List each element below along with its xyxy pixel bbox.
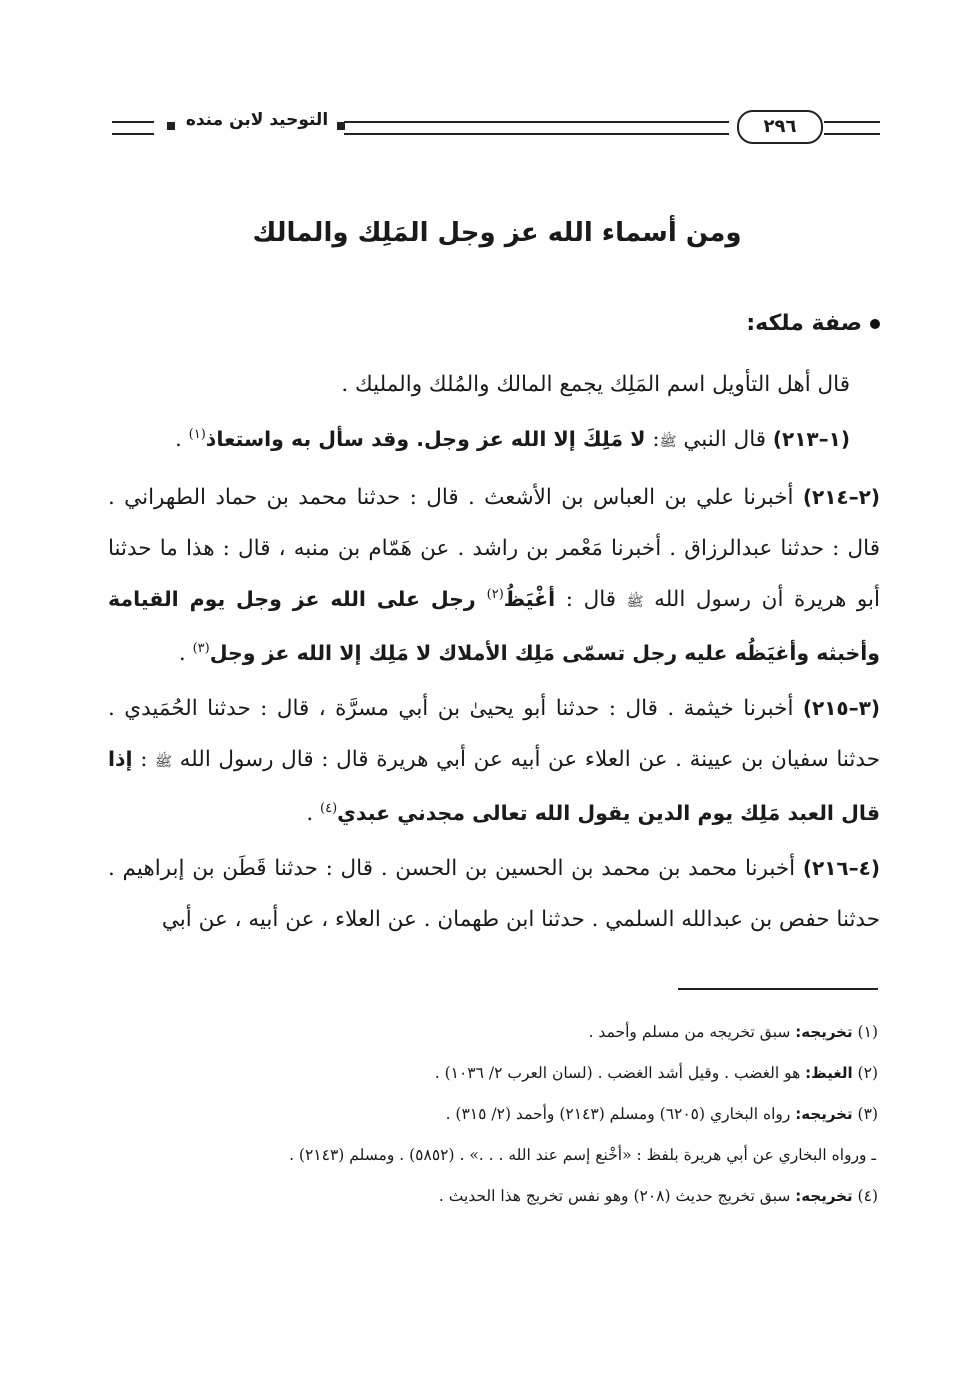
footnote-marker: (٢) (857, 1064, 878, 1082)
footnote-text: سبق تخريجه من مسلم وأحمد . (588, 1023, 796, 1041)
running-title: التوحيد لابن منده (185, 110, 329, 130)
footnote-marker: (١) (857, 1023, 878, 1041)
salutation-glyph: ﷺ (626, 594, 644, 610)
hadith-paragraph (108, 414, 880, 468)
footnote-label: الغيظ: (805, 1064, 853, 1082)
footnote-reference: (٣) (192, 640, 210, 656)
footnote-marker: (٣) (857, 1105, 878, 1123)
salutation-glyph: ﷺ (659, 434, 677, 450)
footnote-text: سبق تخريج حديث (٢٠٨) وهو نفس تخريج هذا الحديث . (438, 1187, 796, 1205)
footnote-separator (678, 988, 878, 990)
chapter-title: ومن أسماء الله عز وجل المَلِك والمالك (252, 218, 742, 248)
hadith-bold-text: رجل على الله عز وجل يوم القيامة وأخبثه وأغيَظُه عليه رجل تسمّى مَلِك الأملاك لا مَلِك إلا الله عز وجل (108, 587, 880, 665)
hadith-bold-text: إذا قال العبد مَلِك يوم الدين يقول الله تعالى مجدني عبدي (108, 747, 880, 825)
footnote-label: تخريجه: (795, 1187, 853, 1205)
footnote-text: ـ ورواه البخاري عن أبي هريرة بلفظ : «أخْنع إسم عند الله . . .» . (٥٨٥٢) . ومسلم (٢١٤٣) . (289, 1146, 876, 1164)
section-heading (108, 298, 880, 349)
hadith-paragraph (108, 843, 880, 945)
hadith-paragraph (108, 683, 880, 839)
footnote-reference: (٤) (320, 800, 338, 816)
footnotes (112, 1012, 878, 1217)
hadith-text: . (174, 427, 189, 452)
hadith-text: قال النبي (676, 427, 773, 452)
footnote-continuation (112, 1135, 878, 1176)
footnote-text: رواه البخاري (٦٢٠٥) ومسلم (٢١٤٣) وأحمد (٢/ ٣١٥) . (445, 1105, 796, 1123)
hadith-text: : (132, 747, 156, 772)
footnote-label: تخريجه: (795, 1023, 853, 1041)
hadith-bold-text: لا مَلِكَ إلا الله عز وجل. وقد سأل به واستعاذ (205, 427, 646, 451)
salutation-glyph: ﷺ (155, 754, 172, 770)
footnote-label: تخريجه: (795, 1105, 853, 1123)
intro-paragraph: قال أهل التأويل اسم المَلِك يجمع المالك والمُلك والمليك . (341, 372, 850, 397)
footnote-text: هو الغضب . وقيل أشد الغضب . (لسان العرب ٢/ ١٠٣٦) . (434, 1064, 806, 1082)
hadith-number: (٤–٢١٦) (802, 856, 880, 880)
footnote-reference: (٢) (486, 586, 504, 602)
square-ornament-icon (167, 122, 175, 130)
header-double-rule-left (112, 121, 154, 135)
footnote-reference: (١) (188, 426, 206, 442)
running-header (112, 108, 882, 148)
bullet-icon (870, 319, 880, 329)
hadith-text: أخبرنا خيثمة . قال : حدثنا أبو يحيىٰ بن أبي مسرَّة ، قال : حدثنا الحُمَيدي . حدثنا سفيان بن عيينة . عن العلاء عن أبيه عن أبي هريرة قال : قال رسول الله (108, 696, 880, 772)
footnote (112, 1012, 878, 1053)
page-number: ٢٩٦ (737, 110, 823, 144)
hadith-text: أخبرنا علي بن العباس بن الأشعث . قال : حدثنا محمد بن حماد الطهراني . قال : حدثنا عبدالرزاق . أخبرنا مَعْمر بن راشد . عن هَمّام بن منبه ، قال : هذا ما حدثنا أبو هريرة أن رسول الله (108, 485, 880, 612)
hadith-bold-text: أغْيَظُ (503, 587, 556, 611)
footnote (112, 1094, 878, 1135)
hadith-number: (٣–٢١٥) (802, 696, 880, 720)
hadith-text: قال : (555, 587, 627, 612)
hadith-text: . (178, 641, 193, 666)
header-double-rule-right (824, 121, 880, 135)
hadith-number: (١–٢١٣) (772, 427, 850, 451)
section-heading-text: صفة ملكه: (746, 311, 862, 336)
hadith-paragraph (108, 472, 880, 679)
footnote (112, 1053, 878, 1094)
hadith-number: (٢–٢١٤) (802, 485, 880, 509)
body-text (108, 298, 880, 945)
header-double-rule-middle (344, 121, 729, 135)
footnote (112, 1176, 878, 1217)
hadith-text: : (645, 427, 660, 452)
footnote-marker: (٤) (857, 1187, 878, 1205)
hadith-text: . (306, 801, 320, 826)
hadith-text: أخبرنا محمد بن محمد بن الحسين بن الحسن . قال : حدثنا قَطَن بن إبراهيم . حدثنا حفص بن عبدالله السلمي . حدثنا ابن طهمان . عن العلاء ، عن أبيه ، عن أبي (108, 856, 880, 932)
